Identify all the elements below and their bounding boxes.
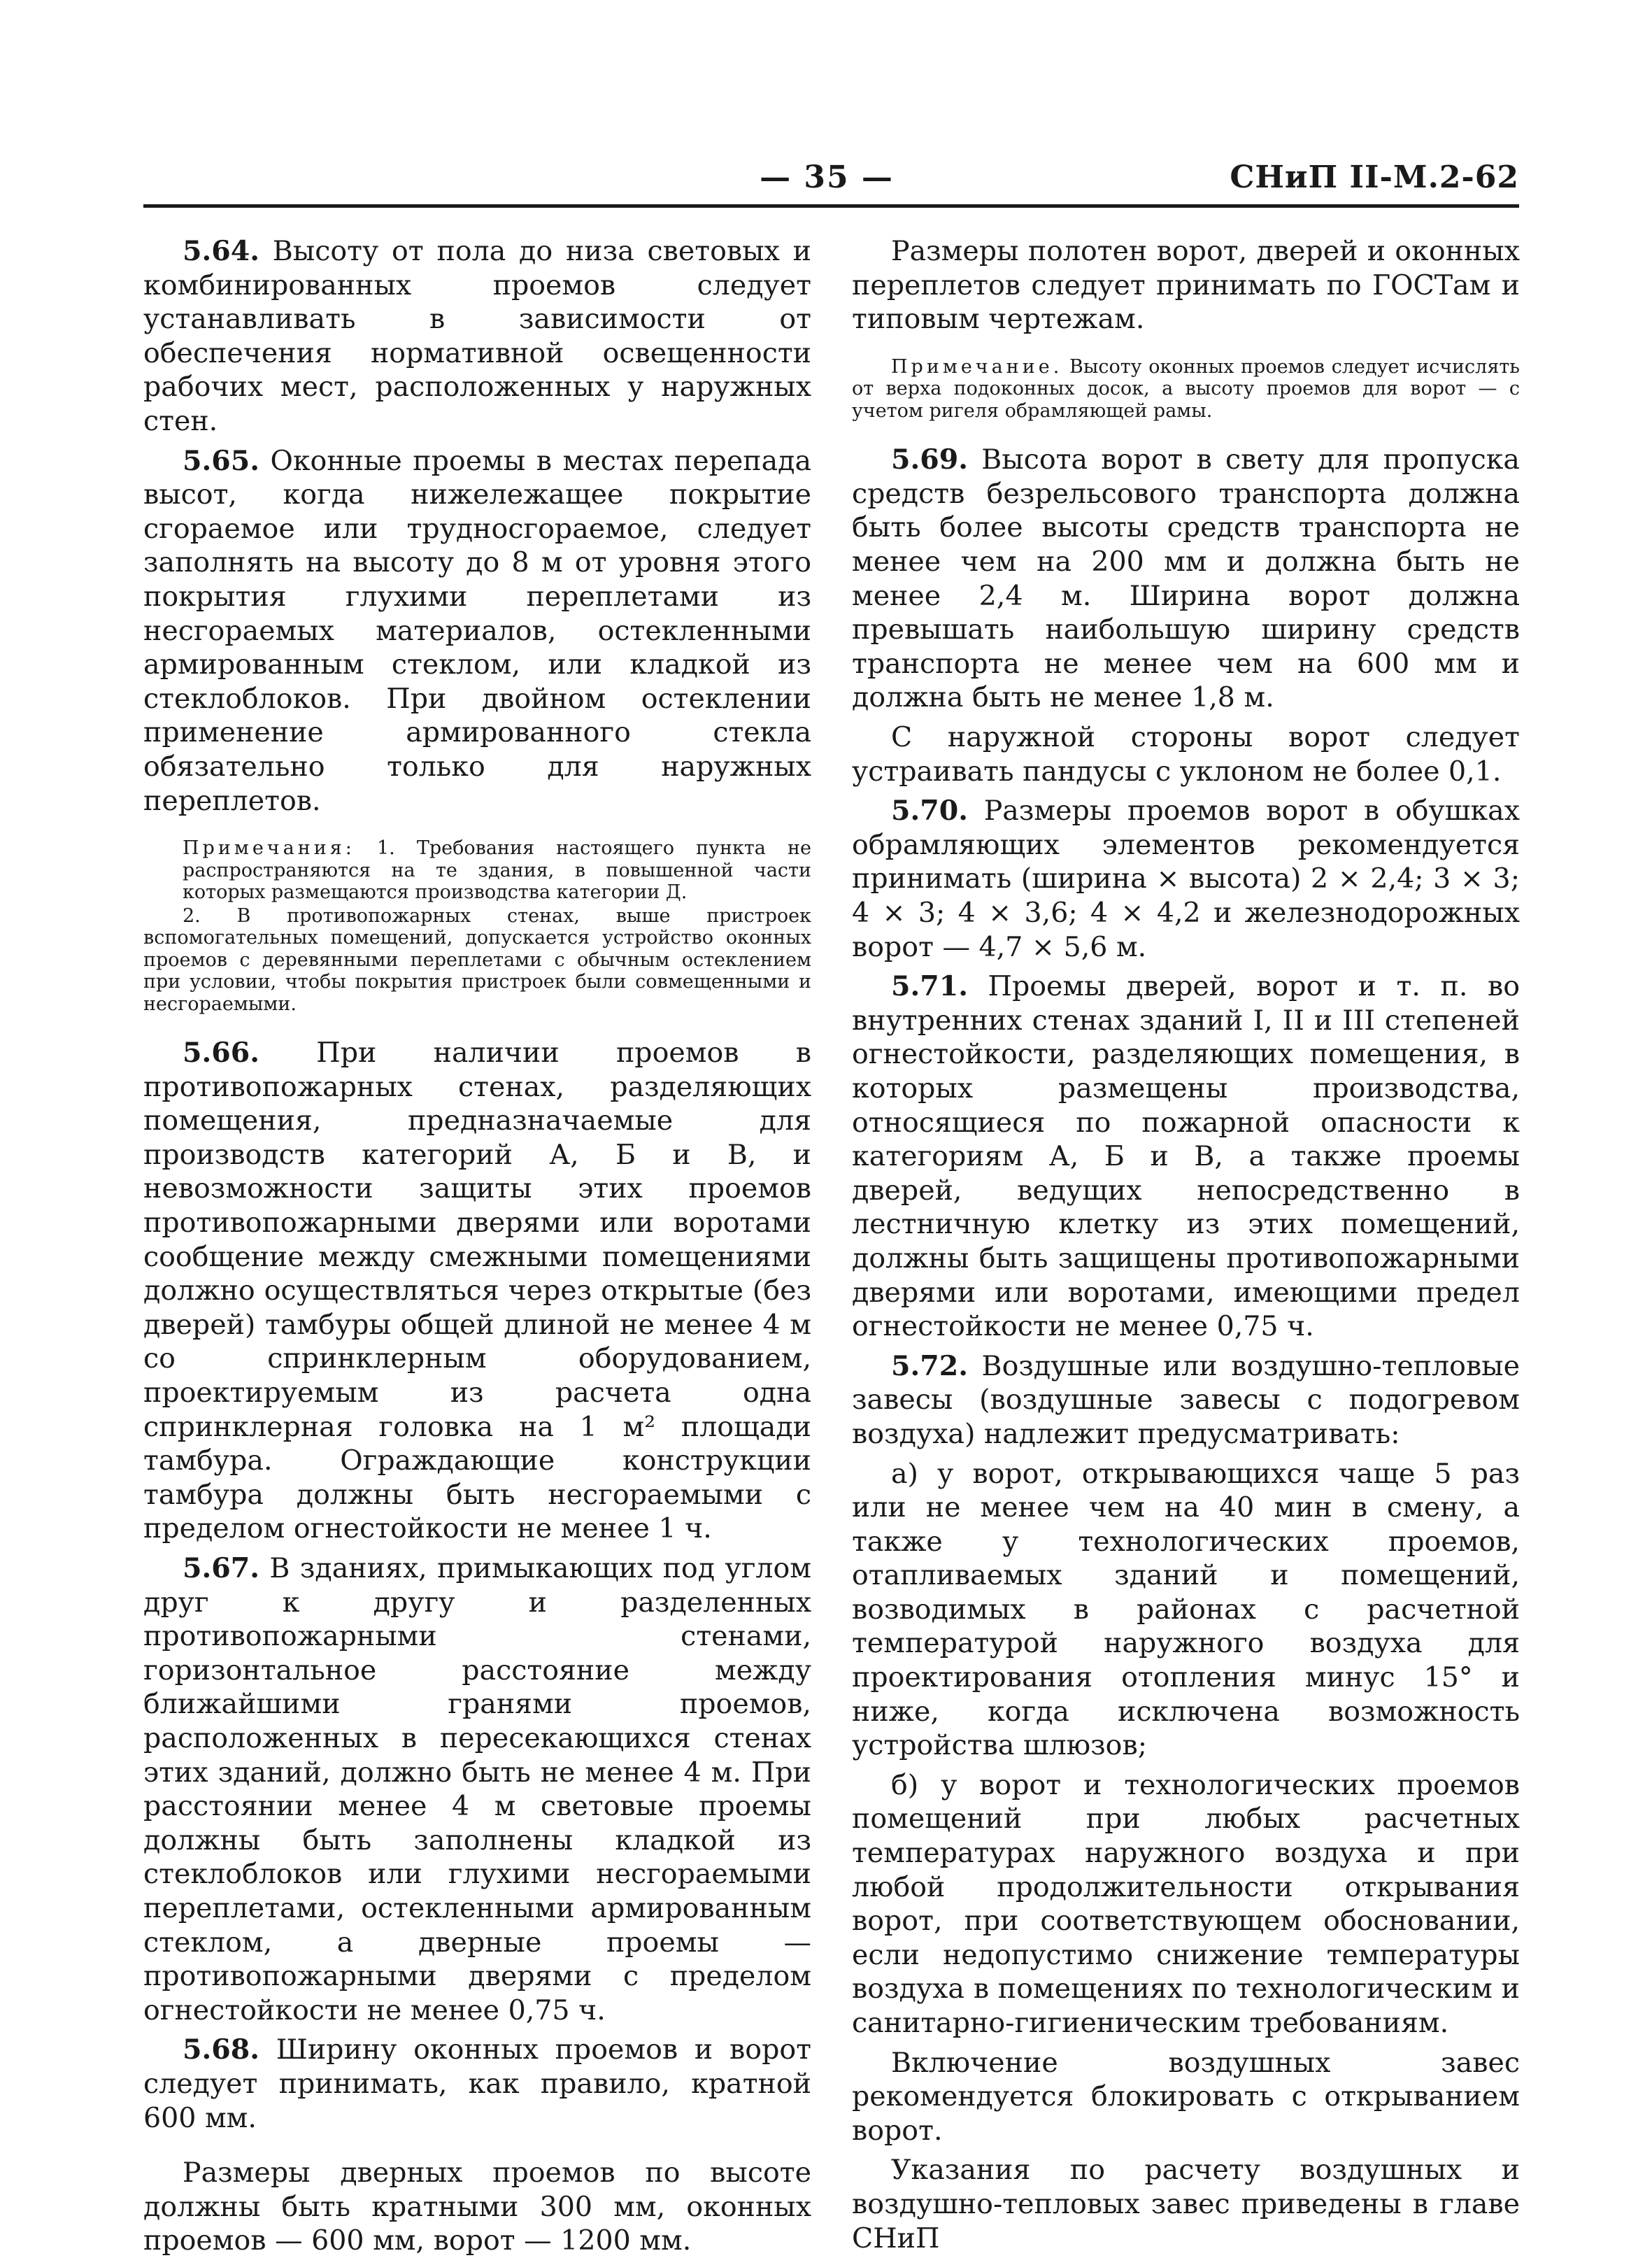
clause-text: Размеры проемов ворот в обушках обрамляющих элементов рекомендуется принимать (ширина × высота) 2 × 2,4; 3 × 3; 4 × 3; 4 × 3,6; 4 × 4,2 и железнодорожных ворот — 4,7 × 5,6 м. [852,795,1520,963]
paragraph-5-69 [852,443,1520,715]
paragraph-5-64 [143,234,811,439]
paragraph-5-68-continued: Размеры дверных проемов по высоте должны быть кратными 300 мм, оконных проемов — 600 мм, ворот — 1200 мм. [143,2157,811,2257]
clause-number: 5.64. [183,235,259,267]
paragraph-5-65 [143,444,811,818]
note-label: Примечание. [891,355,1063,378]
note-5-65-2 [143,905,811,1016]
clause-text: Ширину оконных проемов и ворот следует принимать, как правило, кратной 600 мм. [143,2033,811,2134]
clause-text: Проемы дверей, ворот и т. п. во внутренних стенах зданий I, II и III степеней огнестойкости, разделяющих помещения, в которых размещены производства, относящиеся по пожарной опасности к категориям А, Б и В, а также проемы дверей, ведущих непосредственно в лестничную клетку из этих помещений, должны быть защищены противопожарными дверями или воротами, имеющими предел огнестойкости не менее 0,75 ч. [852,970,1520,1343]
note-label: Примечания: [183,837,355,860]
clause-number: 5.70. [891,795,968,828]
note-5-65-1 [143,837,811,904]
clause-text: В зданиях, примыкающих под углом друг к другу и разделенных противопожарными стенами, горизонтальное расстояние между ближайшими гранями проемов, расположенных в пересекающихся стенах этих зданий, должно быть не менее 4 м. При расстоянии менее 4 м световые проемы должны быть заполнены кладкой из стеклоблоков или глухими несгораемыми переплетами, остекленными армированным стеклом, а дверные проемы — противопожарными дверями с пределом огнестойкости не менее 0,75 ч. [143,1552,811,2026]
clause-text: Воздушные или воздушно-тепловые завесы (воздушные завесы с подогревом воздуха) надлежит предусматривать: [852,1349,1520,1450]
clause-number: 5.66. [183,1037,259,1070]
clause-number: 5.72. [891,1349,968,1382]
left-column [143,234,811,2258]
paragraph-5-70 [852,794,1520,964]
clause-text: Высоту от пола до низа световых и комбинированных проемов следует устанавливать в зависимости от обеспечения нормативной освещенности рабочих мест, расположенных у наружных стен. [143,235,811,437]
paragraph-5-72-d: Указания по расчету воздушных и воздушно-тепловых завес приведены в главе СНиП [852,2154,1520,2255]
paragraph-5-72 [852,1349,1520,1451]
note-5-68 [852,356,1520,423]
paragraph-5-68-gates: Размеры полотен ворот, дверей и оконных переплетов следует принимать по ГОСТам и типовым чертежам. [852,235,1520,336]
paragraph-5-68 [143,2033,811,2135]
note-text: 1. Требования настоящего пункта не распространяются на те здания, в повышенной части которых размещаются производства категории Д. [183,837,811,904]
clause-number: 5.67. [183,1552,259,1584]
clause-number: 5.68. [183,2033,259,2066]
clause-text: Оконные проемы в местах перепада высот, когда нижележащее покрытие сгораемое или трудносгораемое, следует заполнять на высоту до 8 м от уровня этого покрытия глухими переплетами из несгораемых материалов, остекленными армированным стеклом, или кладкой из стеклоблоков. При двойном остеклении применение армированного стекла обязательно только для наружных переплетов. [143,444,811,817]
paragraph-5-69-continued: С наружной стороны ворот следует устраивать пандусы с уклоном не более 0,1. [852,721,1520,788]
paragraph-5-71 [852,970,1520,1344]
page-number: — 35 — [760,159,894,195]
clause-text: При наличии проемов в противопожарных стенах, разделяющих помещения, предназначаемые для производств категорий А, Б и В, и невозможности защиты этих проемов противопожарными дверями или воротами сообщение между смежными помещениями должно осуществляться через открытые (без дверей) тамбуры общей длиной не менее 4 м со спринклерным оборудованием, проектируемым из расчета одна спринклерная головка на 1 м² площади тамбура. Ограждающие конструкции тамбура должны быть несгораемыми с пределом огнестойкости не менее 1 ч. [143,1037,811,1545]
clause-number: 5.65. [183,444,259,477]
note-text: 2. В противопожарных стенах, выше пристроек вспомогательных помещений, допускается устройство оконных проемов с деревянными переплетами с обычным остеклением при условии, чтобы покрытия пристроек были совмещенными и несгораемыми. [143,904,811,1015]
paragraph-5-72-a: а) у ворот, открывающихся чаще 5 раз или не менее чем на 40 мин в смену, а также у технологических проемов, отапливаемых зданий и помещений, возводимых в районах с расчетной температурой наружного воздуха для проектирования отопления минус 15° и ниже, когда исключена возможность устройства шлюзов; [852,1457,1520,1762]
clause-text: Высота ворот в свету для пропуска средств безрельсового транспорта должна быть более высоты средств транспорта не менее чем на 200 мм и должна быть не менее 2,4 м. Ширина ворот должна превышать наибольшую ширину средств транспорта не менее чем на 600 мм и должна быть не менее 1,8 м. [852,443,1520,714]
paragraph-5-72-b: б) у ворот и технологических проемов помещений при любых расчетных температурах наружного воздуха и при любой продолжительности открывания ворот, при соответствующем обосновании, если недопустимо снижение температуры воздуха в помещениях по технологическим и санитарно-гигиеническим требованиям. [852,1768,1520,2039]
paragraph-5-67 [143,1552,811,2027]
note-text: Высоту оконных проемов следует исчислять от верха подоконных досок, а высоту проемов для ворот — с учетом ригеля обрамляющей рамы. [852,355,1520,422]
document-code: СНиП II-М.2-62 [1230,159,1519,195]
paragraph-5-66 [143,1036,811,1546]
clause-number: 5.69. [891,443,968,476]
paragraph-5-72-c: Включение воздушных завес рекомендуется блокировать с открыванием ворот. [852,2046,1520,2147]
right-column [852,234,1520,2255]
clause-number: 5.71. [891,970,968,1003]
header-rule [143,204,1519,208]
